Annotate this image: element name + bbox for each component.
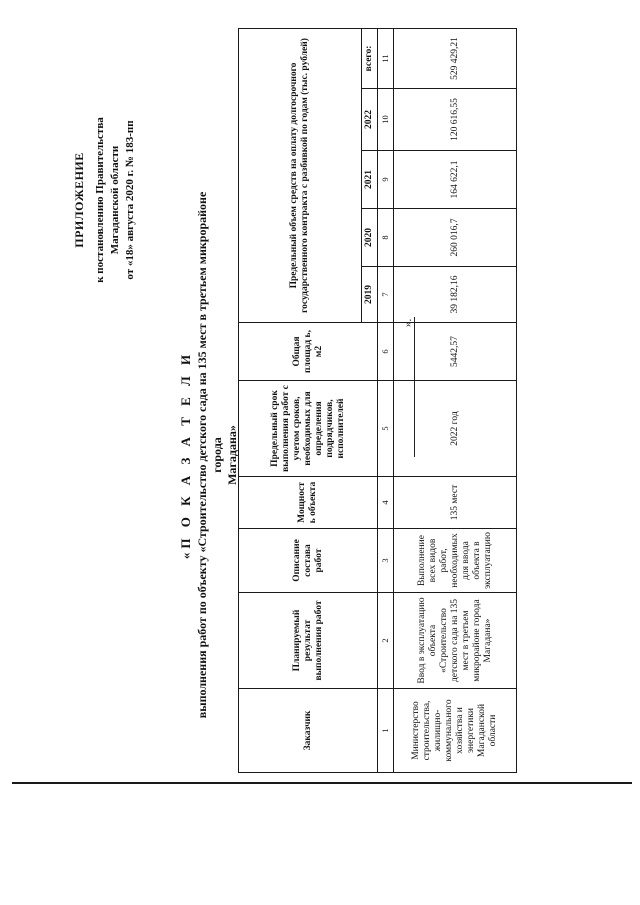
header-row-1 — [239, 28, 362, 772]
column-number: 5 — [378, 381, 394, 477]
appendix-line-1: к постановлению Правительства — [94, 117, 106, 283]
cell-2022: 120 616,55 — [394, 89, 517, 151]
cell-area: 5442,57 — [394, 323, 517, 381]
header-year-2022: 2022 — [362, 89, 378, 151]
cell-deadline: 2022 год — [394, 381, 517, 477]
column-number: 8 — [378, 209, 394, 267]
cell-description: Выполнение всех видов работ, необходимых для ввода объекта в эксплуатацию — [394, 529, 517, 593]
header-customer: Заказчик — [239, 689, 378, 773]
header-result: Планируемый результат выполнения работ — [239, 593, 378, 689]
header-area: Общая площад ь, м2 — [239, 323, 378, 381]
header-year-2020: 2020 — [362, 209, 378, 267]
column-number: 2 — [378, 593, 394, 689]
appendix-line-3: от «18» августа 2020 г. № 183-пп — [124, 120, 136, 280]
header-deadline: Предельный срок выполнения работ с учетом сроков, необходимых для определения подрядчиков, исполнителей — [239, 381, 378, 477]
cell-total: 529 429,21 — [394, 28, 517, 88]
column-number: 7 — [378, 267, 394, 323]
closing-rule — [414, 317, 415, 457]
header-year-2021: 2021 — [362, 151, 378, 209]
cell-2021: 164 622,1 — [394, 151, 517, 209]
appendix-line-2: Магаданской области — [109, 145, 121, 255]
heading-main: «П О К А З А Т Е Л И — [178, 350, 193, 560]
closing-signature-line — [402, 307, 422, 457]
header-funding: Предельный объем средств на оплату долгосрочного государственного контракта с разбивкой по годам (тыс. рублей) — [239, 28, 362, 322]
appendix-block — [72, 70, 138, 330]
header-year-2019: 2019 — [362, 267, 378, 323]
cell-capacity: 135 мест — [394, 477, 517, 529]
column-number: 6 — [378, 323, 394, 381]
heading-line-1: выполнения работ по объекту «Строительство детского сада на 135 мест в третьем микрорайоне города — [195, 191, 224, 719]
cell-2019: 39 182,16 — [394, 267, 517, 323]
column-number: 3 — [378, 529, 394, 593]
cell-result: Ввод в эксплуатацию объекта «Строительство детского сада на 135 мест в третьем микрорайоне города Магадана» — [394, 593, 517, 689]
column-number: 9 — [378, 151, 394, 209]
cell-customer: Министерство строительства, жилищно-коммунального хозяйства и энергетики Магаданской области — [394, 689, 517, 773]
header-capacity: Мощност ь объекта — [239, 477, 378, 529]
appendix-title: ПРИЛОЖЕНИЕ — [72, 152, 86, 248]
column-number: 11 — [378, 28, 394, 88]
column-number-row — [378, 28, 394, 772]
heading-line-2: Магадана» — [225, 425, 239, 485]
header-description: Описание состава работ — [239, 529, 378, 593]
document-heading — [178, 175, 240, 735]
header-total: всего: — [362, 28, 378, 88]
column-number: 4 — [378, 477, 394, 529]
indicators-table — [238, 28, 517, 773]
column-number: 1 — [378, 689, 394, 773]
closing-mark: ». — [402, 318, 414, 327]
column-number: 10 — [378, 89, 394, 151]
cell-2020: 260 016,7 — [394, 209, 517, 267]
